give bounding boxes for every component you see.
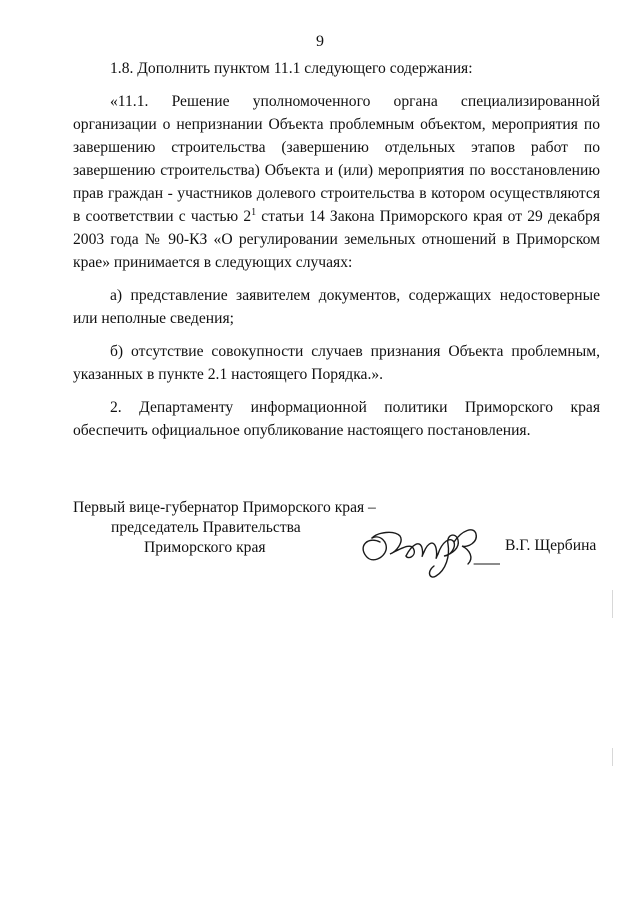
paragraph-11-1 [73, 90, 600, 274]
scan-edge-mark-bottom [612, 748, 613, 766]
paragraph-1-8: 1.8. Дополнить пунктом 11.1 следующего содержания: [110, 60, 473, 77]
paragraph-11-1-text-a: «11.1. Решение уполномоченного органа специализированной организации о непризнании Объекта проблемным объектом, мероприятия по завершению строительства (завершению отдельных этапов работ по завершению строительства) Объекта и (или) мероприятия по восстановлению прав граждан - участников долевого строительства в котором осуществляются в соответствии с частью 2 [73, 93, 600, 225]
signatory-title-line-3: Приморского края [144, 539, 266, 556]
paragraph-11-1-text-b: статьи 14 Закона Приморского края от 29 декабря 2003 года № 90-КЗ «О регулировании земельных отношений в Приморском крае» принимается в следующих случаях: [73, 208, 601, 271]
scan-edge-mark-top [612, 590, 613, 618]
paragraph-2: 2. Департаменту информационной политики Приморского края обеспечить официальное опубликование настоящего постановления. [73, 399, 600, 439]
signatory-title-line-1: Первый вице-губернатор Приморского края – [73, 499, 376, 516]
handwritten-signature [350, 512, 500, 587]
paragraph-case-b: б) отсутствие совокупности случаев признания Объекта проблемным, указанных в пункте 2.1 настоящего Порядка.». [73, 343, 600, 383]
paragraph-case-a: а) представление заявителем документов, содержащих недостоверные или неполные сведения; [73, 287, 600, 327]
document-body [73, 57, 600, 452]
superscript-marker: 1 [251, 207, 257, 218]
signatory-name: В.Г. Щербина [505, 537, 597, 554]
signatory-title-line-2: председатель Правительства [111, 519, 301, 536]
signatory-title [73, 498, 376, 558]
page-number: 9 [316, 33, 324, 50]
